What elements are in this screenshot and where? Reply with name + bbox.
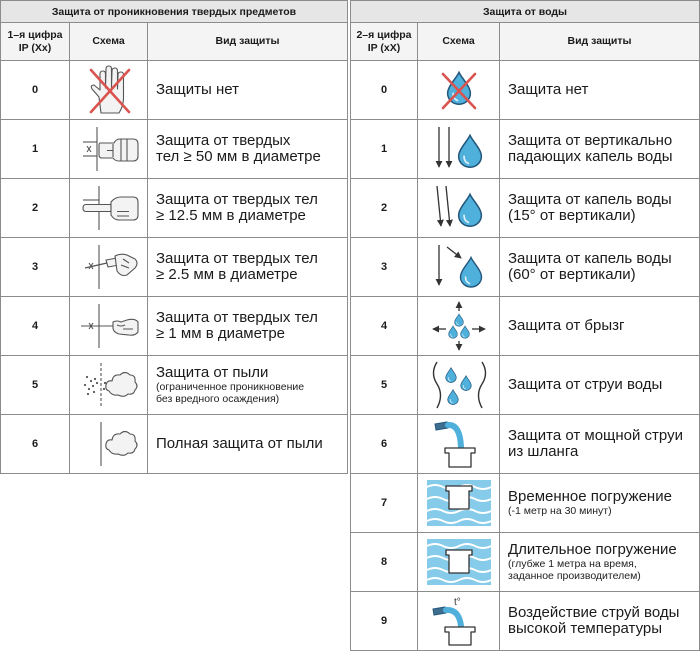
ip-digit: 2 bbox=[1, 179, 70, 238]
water-jet-icon bbox=[427, 359, 491, 411]
ip-digit: 2 bbox=[351, 179, 418, 238]
ip-digit: 3 bbox=[1, 238, 70, 297]
temperature-label: t° bbox=[453, 597, 461, 608]
table-row bbox=[351, 238, 700, 297]
description-line: Защита от капель воды bbox=[508, 250, 672, 267]
description-line: Защита от вертикально bbox=[508, 132, 673, 149]
protection-description bbox=[500, 238, 700, 297]
powerful-hose-jet-icon bbox=[427, 418, 491, 470]
drops-15-degree-icon bbox=[427, 182, 491, 234]
column-header-scheme: Схема bbox=[418, 23, 500, 61]
scheme-cell bbox=[70, 179, 148, 238]
ip-digit: 0 bbox=[351, 61, 418, 120]
column-header-digit bbox=[1, 23, 70, 61]
table-row bbox=[351, 415, 700, 474]
protection-description bbox=[148, 120, 348, 179]
table-row bbox=[1, 415, 348, 474]
column-header-scheme: Схема bbox=[70, 23, 148, 61]
description-line: Полная защита от пыли bbox=[156, 435, 323, 452]
protection-description bbox=[148, 238, 348, 297]
hot-water-jet-icon bbox=[427, 595, 491, 647]
table-row bbox=[351, 356, 700, 415]
water-protection-table bbox=[350, 0, 700, 651]
scheme-cell bbox=[418, 415, 500, 474]
description-note: (глубже 1 метра на время, bbox=[508, 558, 637, 570]
table-row bbox=[1, 238, 348, 297]
description-line: из шланга bbox=[508, 443, 579, 460]
protection-description bbox=[500, 415, 700, 474]
scheme-cell bbox=[418, 533, 500, 592]
ip-digit: 8 bbox=[351, 533, 418, 592]
description-line: Защита от капель воды bbox=[508, 191, 672, 208]
ip-digit: 3 bbox=[351, 238, 418, 297]
table-header-row bbox=[1, 23, 348, 61]
scheme-cell bbox=[70, 120, 148, 179]
description-note: без вредного осаждения) bbox=[156, 393, 280, 405]
description-note: (ограниченное проникновение bbox=[156, 381, 305, 393]
description-note: заданное производителем) bbox=[508, 570, 641, 582]
finger-through-barrier-icon bbox=[77, 182, 141, 234]
description-line: Защита от твердых bbox=[156, 132, 291, 149]
scheme-cell bbox=[70, 356, 148, 415]
vertical-drops-icon bbox=[427, 123, 491, 175]
protection-description bbox=[148, 61, 348, 120]
protection-description bbox=[148, 297, 348, 356]
protection-description bbox=[500, 179, 700, 238]
table-row bbox=[351, 474, 700, 533]
protection-description bbox=[500, 61, 700, 120]
dust-tight-icon bbox=[77, 418, 141, 470]
scheme-cell bbox=[418, 356, 500, 415]
protection-description bbox=[500, 356, 700, 415]
protection-description bbox=[148, 179, 348, 238]
ip-digit: 6 bbox=[351, 415, 418, 474]
table-title-row bbox=[1, 1, 348, 23]
description-line: (60° от вертикали) bbox=[508, 266, 636, 283]
protection-description bbox=[500, 120, 700, 179]
description-line: Воздействие струй воды bbox=[508, 604, 680, 621]
ip-digit: 0 bbox=[1, 61, 70, 120]
description-line: ≥ 2.5 мм в диаметре bbox=[156, 266, 298, 283]
ip-digit: 4 bbox=[1, 297, 70, 356]
description-line: Защита от мощной струи bbox=[508, 427, 683, 444]
protection-description bbox=[148, 415, 348, 474]
description-line: падающих капель воды bbox=[508, 148, 673, 165]
ip-digit: 1 bbox=[351, 120, 418, 179]
scheme-cell bbox=[70, 415, 148, 474]
table-title: Защита от воды bbox=[351, 1, 700, 23]
table-row bbox=[351, 120, 700, 179]
description-line: (15° от вертикали) bbox=[508, 207, 636, 224]
ip-digit: 9 bbox=[351, 592, 418, 651]
description-line: Защита от брызг bbox=[508, 317, 625, 334]
ip-digit: 5 bbox=[1, 356, 70, 415]
continuous-immersion-icon bbox=[427, 536, 491, 588]
description-line: Защита от твердых тел bbox=[156, 309, 318, 326]
column-header-protection: Вид защиты bbox=[148, 23, 348, 61]
table-row bbox=[351, 179, 700, 238]
description-line: Защита от струи воды bbox=[508, 376, 663, 393]
table-row bbox=[351, 61, 700, 120]
protection-description bbox=[500, 533, 700, 592]
table-row bbox=[1, 120, 348, 179]
solid-protection-table bbox=[0, 0, 348, 474]
ip-digit: 7 bbox=[351, 474, 418, 533]
column-header-digit-line: 1–я цифра bbox=[7, 28, 63, 41]
table-row bbox=[1, 61, 348, 120]
protection-description bbox=[500, 297, 700, 356]
description-line: высокой температуры bbox=[508, 620, 663, 637]
dust-protected-icon bbox=[77, 359, 141, 411]
table-header-row bbox=[351, 23, 700, 61]
description-line: Защиты нет bbox=[156, 81, 239, 98]
protection-description bbox=[148, 356, 348, 415]
wire-through-barrier-icon bbox=[77, 300, 141, 352]
description-note: (-1 метр на 30 минут) bbox=[508, 505, 612, 517]
ip-digit: 4 bbox=[351, 297, 418, 356]
description-line: ≥ 1 мм в диаметре bbox=[156, 325, 286, 342]
scheme-cell bbox=[418, 120, 500, 179]
table-row bbox=[1, 356, 348, 415]
column-header-digit-line: IP (xX) bbox=[367, 41, 401, 54]
scheme-cell bbox=[70, 238, 148, 297]
water-drop-crossed-icon bbox=[427, 64, 491, 116]
splash-icon bbox=[427, 300, 491, 352]
scheme-cell bbox=[418, 238, 500, 297]
description-line: Длительное погружение bbox=[508, 541, 677, 558]
description-line: Защита нет bbox=[508, 81, 589, 98]
protection-description bbox=[500, 592, 700, 651]
column-header-digit-line: 2–я цифра bbox=[356, 28, 412, 41]
scheme-cell bbox=[70, 61, 148, 120]
table-row bbox=[351, 297, 700, 356]
ip-digit: 6 bbox=[1, 415, 70, 474]
column-header-protection: Вид защиты bbox=[500, 23, 700, 61]
protection-description bbox=[500, 474, 700, 533]
scheme-cell bbox=[418, 592, 500, 651]
description-line: Защита от твердых тел bbox=[156, 250, 318, 267]
description-line: ≥ 12.5 мм в диаметре bbox=[156, 207, 306, 224]
drops-60-degree-icon bbox=[427, 241, 491, 293]
table-row bbox=[351, 533, 700, 592]
table-row bbox=[1, 297, 348, 356]
table-title-row bbox=[351, 1, 700, 23]
scheme-cell bbox=[418, 61, 500, 120]
table-row bbox=[1, 179, 348, 238]
fist-through-barrier-icon bbox=[77, 123, 141, 175]
description-line: Временное погружение bbox=[508, 488, 672, 505]
table-row bbox=[351, 592, 700, 651]
scheme-cell bbox=[418, 179, 500, 238]
table-title: Защита от проникновения твердых предметов bbox=[1, 1, 348, 23]
description-line: тел ≥ 50 мм в диаметре bbox=[156, 148, 321, 165]
column-header-digit-line: IP (Xx) bbox=[18, 41, 52, 54]
temporary-immersion-icon bbox=[427, 477, 491, 529]
scheme-cell bbox=[418, 474, 500, 533]
ip-digit: 5 bbox=[351, 356, 418, 415]
scheme-cell bbox=[70, 297, 148, 356]
hand-crossed-icon bbox=[77, 64, 141, 116]
scheme-cell bbox=[418, 297, 500, 356]
tool-through-barrier-icon bbox=[77, 241, 141, 293]
description-line: Защита от пыли bbox=[156, 364, 269, 381]
ip-digit: 1 bbox=[1, 120, 70, 179]
column-header-digit bbox=[351, 23, 418, 61]
description-line: Защита от твердых тел bbox=[156, 191, 318, 208]
